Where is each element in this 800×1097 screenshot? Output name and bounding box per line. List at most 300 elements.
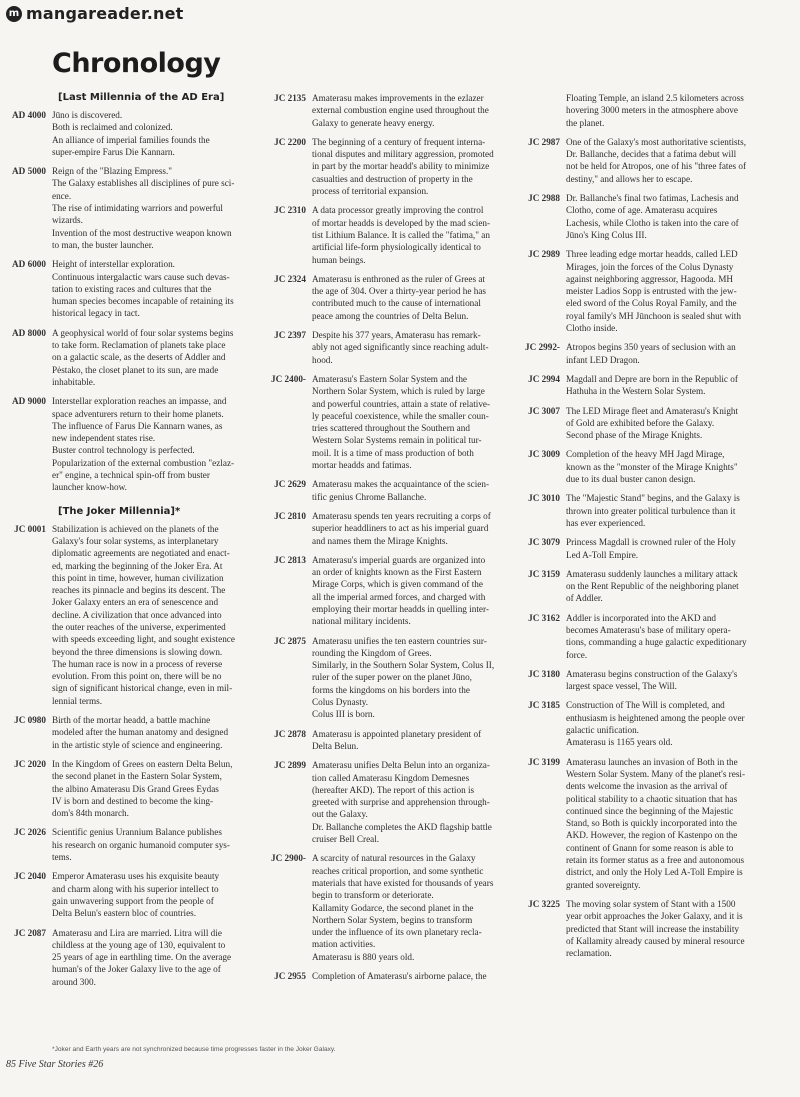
chronology-entry — [0, 927, 264, 988]
entry-date: JC 3079 — [528, 537, 560, 548]
entry-text — [52, 714, 228, 751]
entry-text — [566, 699, 745, 748]
entry-line: human beings. — [312, 254, 366, 265]
entry-line: Height of interstellar exploration. — [52, 259, 175, 270]
entry-line: A scarcity of natural resources in the Galaxy — [312, 853, 476, 864]
entry-line: gain unwavering support from the people of — [52, 895, 214, 906]
chronology-entry — [266, 554, 526, 628]
entry-line: on a galactic scale, as the deserts of Addler and — [52, 352, 226, 363]
entry-line: the second planet in the Eastern Solar System, — [52, 771, 222, 782]
entry-line: inhabitable. — [52, 376, 96, 387]
entry-line: Similarly, in the Southern Solar System, Colus II, — [312, 660, 495, 671]
entry-line: in part by the mortar headd's ability to minimize — [312, 161, 490, 172]
chronology-entry — [522, 668, 798, 693]
entry-line: Interstellar exploration reaches an impasse, and — [52, 396, 227, 407]
entry-line: launcher know-how. — [52, 482, 127, 493]
entry-text — [566, 536, 736, 561]
footnote: *Joker and Earth years are not synchronized because time progresses faster in the Joker Galaxy. — [52, 1046, 336, 1053]
entry-line: Colus Dynasty. — [312, 697, 369, 708]
entry-line: new independent states rise. — [52, 433, 156, 444]
entry-date: JC 2878 — [274, 728, 306, 739]
entry-line: enthusiasm is heightened among the people over — [566, 712, 745, 723]
entry-line: Both is reclaimed and colonized. — [52, 122, 173, 133]
site-logo-icon: m — [6, 6, 22, 22]
entry-line: Construction of The Will is completed, and — [566, 700, 725, 711]
entry-line: Clotho inside. — [566, 323, 618, 334]
entry-line: human's of the Joker Galaxy live to the age of — [52, 964, 221, 975]
entry-line: Amaterasu is appointed planetary president of — [312, 728, 482, 739]
entry-line: (hereafter AKD). The report of this action is — [312, 784, 475, 795]
entry-line: Delta Belun. — [312, 740, 359, 751]
entry-line: in the artistic style of science and engineering. — [52, 739, 223, 750]
entry-line: the age of 304. Over a thirty-year period he has — [312, 286, 486, 297]
chronology-entry — [266, 204, 526, 265]
entry-line: under the influence of its own planetary recla- — [312, 927, 482, 938]
entry-line: Lachesis, while Clotho is taken into the care of — [566, 217, 739, 228]
entry-line: Colus III is born. — [312, 709, 375, 720]
entry-text — [52, 826, 230, 863]
entry-line: Northern Solar System, begins to transform — [312, 914, 473, 925]
entry-line: and powerful countries, attain a state of relative- — [312, 398, 491, 409]
entry-line: of Addler. — [566, 593, 603, 604]
chronology-entry — [0, 523, 264, 707]
entry-line: beyond the three dimensions is slowing down. — [52, 646, 223, 657]
entry-line: ence. — [52, 190, 72, 201]
entry-date: JC 2040 — [14, 871, 46, 882]
entry-line: eled sword of the Colus Royal Family, and the — [566, 298, 737, 309]
entry-line: tific genius Chrome Ballanche. — [312, 491, 427, 502]
entry-text — [312, 136, 494, 197]
entry-date: JC 3185 — [528, 700, 560, 711]
entry-line: A data processor greatly improving the control — [312, 205, 484, 216]
entry-line: to take form. Reclamation of planets take place — [52, 340, 226, 351]
entry-line: Mirage Corps, which is given command of the — [312, 579, 483, 590]
entry-line: Dr. Ballanche's final two fatimas, Lachesis and — [566, 193, 739, 204]
entry-line: with speeds exceeding light, and sought existence — [52, 634, 235, 645]
entry-line: the albino Amaterasu Dis Grand Grees Eydas — [52, 783, 219, 794]
entry-line: forms the kingdoms on his borders into the — [312, 684, 470, 695]
entry-line: becomes Amaterasu's base of military opera- — [566, 624, 731, 635]
entry-line: hood. — [312, 354, 333, 365]
chronology-entry — [522, 192, 798, 241]
entry-date: AD 9000 — [12, 396, 46, 407]
page-title: Chronology — [52, 48, 221, 79]
entry-text — [52, 870, 219, 919]
entry-line: out the Galaxy. — [312, 809, 368, 820]
entry-text — [52, 395, 234, 493]
entry-line: IV is born and destined to become the king- — [52, 795, 214, 806]
entry-text — [566, 668, 737, 693]
entry-date: JC 2899 — [274, 760, 306, 771]
entry-text — [52, 927, 231, 988]
entry-line: Hathuha in the Western Solar System. — [566, 386, 706, 397]
chronology-entry — [266, 329, 526, 366]
entry-date: JC 2397 — [274, 330, 306, 341]
entry-line: Amaterasu unifies the ten eastern countries sur- — [312, 635, 487, 646]
entry-date: JC 0980 — [14, 715, 46, 726]
entry-line: Princess Magdall is crowned ruler of the Holy — [566, 537, 736, 548]
chronology-entry — [522, 612, 798, 661]
entry-text — [52, 165, 234, 251]
entry-line: Amaterasu makes the acquaintance of the scien- — [312, 479, 490, 490]
entry-line: Galaxy's four solar systems, as interplanetary — [52, 535, 219, 546]
chronology-entry — [0, 395, 264, 493]
entry-text — [312, 554, 489, 628]
entry-date: JC 2987 — [528, 136, 560, 147]
entry-line: Stand, so Both is quickly incorporated into the — [566, 818, 737, 829]
entry-date — [522, 92, 566, 129]
chronology-entry — [266, 92, 526, 129]
entry-date: JC 0001 — [14, 523, 46, 534]
entry-line: granted sovereignty. — [566, 879, 641, 890]
chronology-entry — [522, 136, 798, 185]
chronology-entry — [522, 898, 798, 959]
era-heading-ad: [Last Millennia of the AD Era] — [58, 92, 225, 103]
entry-line: Scientific genius Urannium Balance publishes — [52, 827, 222, 838]
entry-line: Western Solar Systems remain in political tur- — [312, 435, 482, 446]
entry-date: JC 2310 — [274, 205, 306, 216]
entry-line: not be held for Atropos, one of his "three fates of — [566, 161, 747, 172]
entry-line: tries scattered throughout the Southern and — [312, 423, 470, 434]
entry-date: JC 2989 — [528, 249, 560, 260]
entry-line: due to its dual buster canon design. — [566, 474, 696, 485]
entry-text — [312, 510, 491, 547]
entry-line: tems. — [52, 852, 72, 863]
entry-line: galactic unification. — [566, 725, 639, 736]
chronology-entry — [522, 341, 798, 366]
entry-line: Amaterasu begins construction of the Galaxy's — [566, 668, 738, 679]
entry-line: evolution. From this point on, there will be no — [52, 671, 222, 682]
chronology-entry — [522, 405, 798, 442]
entry-line: external combustion engine used throughout the — [312, 105, 489, 116]
entry-date: JC 2988 — [528, 193, 560, 204]
entry-date: AD 4000 — [12, 110, 46, 120]
entry-line: an order of knights known as the First Eastern — [312, 567, 482, 578]
entry-line: moil. It is a time of mass production of both — [312, 447, 474, 458]
era-heading-joker: [The Joker Millennia]* — [58, 505, 181, 517]
entry-line: Completion of Amaterasu's airborne palace, the — [312, 971, 487, 981]
chronology-entry — [522, 248, 798, 334]
entry-date: JC 2324 — [274, 273, 306, 284]
entry-line: the planet. — [566, 117, 605, 128]
entry-line: retain its former status as a free and autonomous — [566, 855, 745, 866]
entry-date: JC 3162 — [528, 612, 560, 623]
entry-text — [52, 523, 235, 707]
entry-date: JC 2200 — [274, 136, 306, 147]
entry-line: tion called Amaterasu Kingdom Demesnes — [312, 772, 470, 783]
chronology-entry — [522, 536, 798, 561]
entry-line: tions, commanding a huge galactic expeditionary — [566, 637, 747, 648]
entry-line: largest space vessel, The Will. — [566, 681, 677, 692]
entry-line: The LED Mirage fleet and Amaterasu's Knight — [566, 405, 739, 416]
entry-line: Completion of the heavy MH Jagd Mirage, — [566, 449, 725, 460]
entry-date: JC 3009 — [528, 449, 560, 460]
entry-line: casualties and destruction of property in the — [312, 173, 473, 184]
entry-line: The moving solar system of Stant with a 1500 — [566, 898, 736, 909]
entry-line: Jūno is discovered. — [52, 110, 123, 120]
chronology-entry — [0, 165, 264, 251]
entry-line: continent of Gnann for some reason is able to — [566, 842, 734, 853]
entry-line: cruiser Bell Creal. — [312, 834, 380, 845]
entry-line: er" engine, a technical spin-off from buster — [52, 470, 210, 481]
entry-date: JC 3007 — [528, 405, 560, 416]
entry-line: tist Lithium Balance. It is called the "fatima," an — [312, 229, 490, 240]
site-watermark — [6, 4, 184, 23]
entry-line: Buster control technology is perfected. — [52, 445, 195, 456]
entry-line: Atropos begins 350 years of seclusion with an — [566, 342, 736, 353]
entry-line: greeted with surprise and apprehension through- — [312, 797, 490, 808]
entry-line: Magdall and Depre are born in the Republic of — [566, 373, 738, 384]
chronology-entry — [266, 478, 526, 503]
entry-line: childless at the young age of 130, equivalent to — [52, 939, 226, 950]
entry-line: Continuous intergalactic wars cause such devas- — [52, 271, 230, 282]
column-left — [0, 92, 264, 995]
entry-line: Clotho, come of age. Amaterasu acquires — [566, 205, 718, 216]
entry-line: reclamation. — [566, 948, 612, 959]
entry-line: wizards. — [52, 215, 83, 226]
entry-line: decline. A civilization that once advanced into — [52, 609, 222, 620]
entry-line: Joker Galaxy enters an era of senescence and — [52, 597, 219, 608]
entry-line: begin to transform or deteriorate. — [312, 890, 434, 901]
entry-line: force. — [566, 649, 588, 660]
entry-line: infant LED Dragon. — [566, 354, 640, 365]
entry-date: JC 2994 — [528, 373, 560, 384]
entry-line: super-empire Farus Die Kannarn. — [52, 146, 175, 157]
entry-line: on the Rent Republic of the neighboring planet — [566, 581, 739, 592]
entry-line: continued since the beginning of the Majestic — [566, 805, 734, 816]
entry-line: Mirages, join the forces of the Colus Dynasty — [566, 261, 734, 272]
entry-text — [566, 568, 739, 605]
entry-line: The human race is now in a process of reverse — [52, 658, 223, 669]
entry-line: The Galaxy establishes all disciplines of pure sci- — [52, 178, 235, 189]
entry-line: year orbit approaches the Joker Galaxy, and it is — [566, 911, 743, 922]
entry-line: Amaterasu is 880 years old. — [312, 951, 415, 962]
entry-line: thrown into greater political turbulence than it — [566, 505, 736, 516]
entry-line: dom's 84th monarch. — [52, 808, 129, 819]
entry-text — [566, 492, 740, 529]
entry-date: JC 2087 — [14, 927, 46, 938]
entry-text — [566, 92, 744, 129]
entry-date: JC 2810 — [274, 510, 306, 521]
entry-text — [566, 248, 741, 334]
entry-text — [312, 728, 481, 753]
chronology-entry — [522, 373, 798, 398]
entry-line: reaches critical proportion, and some synthetic — [312, 865, 484, 876]
entry-line: Reign of the "Blazing Empress." — [52, 166, 173, 177]
entry-text — [566, 756, 745, 891]
entry-text — [312, 478, 489, 503]
entry-line: dents welcome the invasion as the arrival of — [566, 781, 728, 792]
entry-date: JC 2875 — [274, 635, 306, 646]
entry-line: sign of significant historical change, even in mil- — [52, 683, 233, 694]
column-right — [522, 92, 798, 966]
entry-text — [312, 204, 490, 265]
entry-line: mortar headds and fatimas. — [312, 460, 412, 471]
entry-line: lennial terms. — [52, 695, 103, 706]
entry-text — [312, 373, 490, 471]
chronology-entry — [0, 758, 264, 819]
entry-line: tation to existing races and cultures that the — [52, 283, 212, 294]
entry-line: Jūno's King Colus III. — [566, 229, 647, 240]
entry-line: national military incidents. — [312, 616, 411, 627]
chronology-entry — [266, 510, 526, 547]
entry-line: The beginning of a century of frequent interna- — [312, 136, 486, 147]
chronology-entry — [266, 852, 526, 963]
entry-line: Led A-Toll Empire. — [566, 549, 639, 560]
entry-line: Popularization of the external combustion "ezlaz- — [52, 457, 235, 468]
page-number: 85 Five Star Stories #26 — [6, 1059, 104, 1070]
entry-line: mation activities. — [312, 939, 376, 950]
entry-line: Amaterasu suddenly launches a military attack — [566, 568, 738, 579]
entry-line: Kallamity Godarce, the second planet in the — [312, 902, 474, 913]
entry-date: JC 2135 — [274, 93, 306, 103]
entry-text — [566, 136, 746, 185]
entry-text — [52, 109, 210, 158]
entry-line: process of territorial expansion. — [312, 186, 429, 197]
entry-line: and names them the Mirage Knights. — [312, 535, 448, 546]
entry-line: royal family's MH Jūnchoon is sealed shut with — [566, 310, 741, 321]
entry-line: of Gold are exhibited before the Galaxy. — [566, 417, 715, 428]
entry-line: A geophysical world of four solar systems begins — [52, 327, 234, 338]
chronology-entry — [266, 970, 526, 982]
entry-line: historical legacy in tact. — [52, 308, 140, 319]
entry-line: rounding the Kingdom of Grees. — [312, 647, 432, 658]
site-name: mangareader.net — [26, 4, 184, 23]
entry-line: Amaterasu's imperial guards are organized into — [312, 554, 486, 565]
chronology-entry — [522, 92, 798, 129]
entry-line: 25 years of age in earthling time. On the average — [52, 952, 232, 963]
entry-text — [566, 612, 747, 661]
entry-line: against neighboring aggressor, Hagooda. MH — [566, 273, 734, 284]
entry-text — [312, 92, 489, 129]
column-middle — [266, 92, 526, 989]
entry-line: hovering 3000 meters in the atmosphere above — [566, 105, 738, 116]
entry-line: Dr. Ballanche completes the AKD flagship battle — [312, 821, 492, 832]
entry-line: Pėstako, the closet planet to its sun, are made — [52, 364, 219, 375]
chronology-entry — [522, 699, 798, 748]
entry-date: JC 2020 — [14, 758, 46, 769]
entry-date: JC 2955 — [274, 971, 306, 981]
chronology-entry — [266, 635, 526, 721]
chronology-entry — [0, 327, 264, 388]
entry-line: of Kallamity already caused by mineral resource — [566, 935, 745, 946]
entry-line: materials that have existed for thousands of years — [312, 877, 494, 888]
entry-line: to man, the buster launcher. — [52, 239, 154, 250]
entry-line: reaches its pinnacle and begins its descent. The — [52, 585, 226, 596]
entry-line: this point in time, however, human civilization — [52, 572, 224, 583]
entry-text — [566, 341, 736, 366]
entry-line: The influence of Farus Die Kannarn wanes, as — [52, 420, 223, 431]
entry-line: The "Majestic Stand" begins, and the Galaxy is — [566, 493, 740, 504]
entry-line: Invention of the most destructive weapon known — [52, 227, 232, 238]
entry-text — [566, 898, 745, 959]
entry-date: JC 3010 — [528, 493, 560, 504]
chronology-entry — [0, 258, 264, 319]
entry-line: Amaterasu's Eastern Solar System and the — [312, 373, 467, 384]
chronology-entry — [0, 714, 264, 751]
entry-text — [566, 405, 738, 442]
entry-date: JC 2992- — [525, 342, 560, 353]
entry-line: around 300. — [52, 976, 96, 987]
entry-line: all the imperial armed forces, and charged with — [312, 591, 486, 602]
entry-date: AD 5000 — [12, 166, 46, 177]
entry-line: Delta Belun's eastern bloc of countries. — [52, 908, 197, 919]
entry-line: Galaxy to generate heavy energy. — [312, 117, 435, 128]
entry-date: JC 3199 — [528, 756, 560, 767]
entry-text — [52, 758, 232, 819]
entry-line: diplomatic agreements are negotiated and enact- — [52, 548, 230, 559]
entry-line: Despite his 377 years, Amaterasu has remark- — [312, 330, 481, 341]
chronology-entry — [266, 728, 526, 753]
entry-line: Western Solar System. Many of the planet's resi- — [566, 768, 746, 779]
entry-line: Amaterasu makes improvements in the ezlazer — [312, 93, 484, 103]
entry-date: AD 6000 — [12, 259, 46, 270]
entry-line: artificial life-form physiologically identical to — [312, 242, 481, 253]
entry-line: known as the "monster of the Mirage Knights" — [566, 461, 738, 472]
chronology-entry — [266, 136, 526, 197]
chronology-entry — [522, 492, 798, 529]
entry-line: One of the Galaxy's most authoritative scientists, — [566, 136, 747, 147]
chronology-entry — [522, 448, 798, 485]
entry-line: Emperor Amaterasu uses his exquisite beauty — [52, 871, 220, 882]
chronology-entry — [0, 109, 264, 158]
chronology-entry — [266, 759, 526, 845]
chronology-entry — [266, 273, 526, 322]
entry-text — [52, 258, 234, 319]
entry-text — [312, 970, 487, 982]
entry-text — [566, 448, 738, 485]
entry-line: An alliance of imperial families founds the — [52, 134, 210, 145]
entry-line: contributed much to the cause of international — [312, 298, 481, 309]
entry-line: district, and only the Holy Led A-Toll Empire is — [566, 867, 743, 878]
entry-date: JC 2400- — [271, 373, 306, 384]
entry-date: JC 3159 — [528, 568, 560, 579]
entry-date: JC 3180 — [528, 668, 560, 679]
entry-text — [312, 759, 492, 845]
entry-text — [52, 327, 233, 388]
chronology-entry — [266, 373, 526, 471]
entry-line: Stabilization is achieved on the planets of the — [52, 523, 219, 534]
entry-line: Amaterasu is enthroned as the ruler of Grees at — [312, 273, 485, 284]
entry-text — [312, 852, 493, 963]
entry-line: The rise of intimidating warriors and powerful — [52, 203, 223, 214]
chronology-entry — [0, 826, 264, 863]
entry-line: Amaterasu launches an invasion of Both in the — [566, 756, 738, 767]
entry-date: JC 3225 — [528, 898, 560, 909]
entry-text — [566, 373, 738, 398]
entry-line: ly peaceful coexistence, while the smaller coun- — [312, 410, 489, 421]
entry-line: employing their mortar headds in quelling inter- — [312, 603, 489, 614]
entry-line: Amaterasu and Lira are married. Litra will die — [52, 927, 222, 938]
entry-line: and charm along with his superior intellect to — [52, 883, 219, 894]
entry-line: his research on organic humanoid computer sys- — [52, 839, 230, 850]
entry-line: meister Ladios Sopp is entrusted with the jew- — [566, 286, 737, 297]
entry-text — [312, 329, 489, 366]
entry-line: modeled after the human anatomy and designed — [52, 727, 229, 738]
entry-line: ably not aged significantly since reaching adult- — [312, 342, 489, 353]
entry-line: ed, marking the beginning of the Joker Era. At — [52, 560, 223, 571]
entry-line: space adventurers return to their home planets. — [52, 408, 224, 419]
entry-line: AKD. However, the region of Kastenpo on the — [566, 830, 738, 841]
entry-line: Second phase of the Mirage Knights. — [566, 430, 703, 441]
entry-line: Amaterasu spends ten years recruiting a corps of — [312, 510, 491, 521]
entry-line: Northern Solar System, which is ruled by large — [312, 386, 485, 397]
entry-line: Floating Temple, an island 2.5 kilometers across — [566, 93, 744, 103]
entry-line: political stability to a chaotic situation that has — [566, 793, 738, 804]
entry-line: the outer reaches of the universe, experimented — [52, 621, 226, 632]
entry-line: predicted that Stant will increase the instability — [566, 923, 739, 934]
entry-line: of mortar headds is developed by the mad scien- — [312, 217, 491, 228]
